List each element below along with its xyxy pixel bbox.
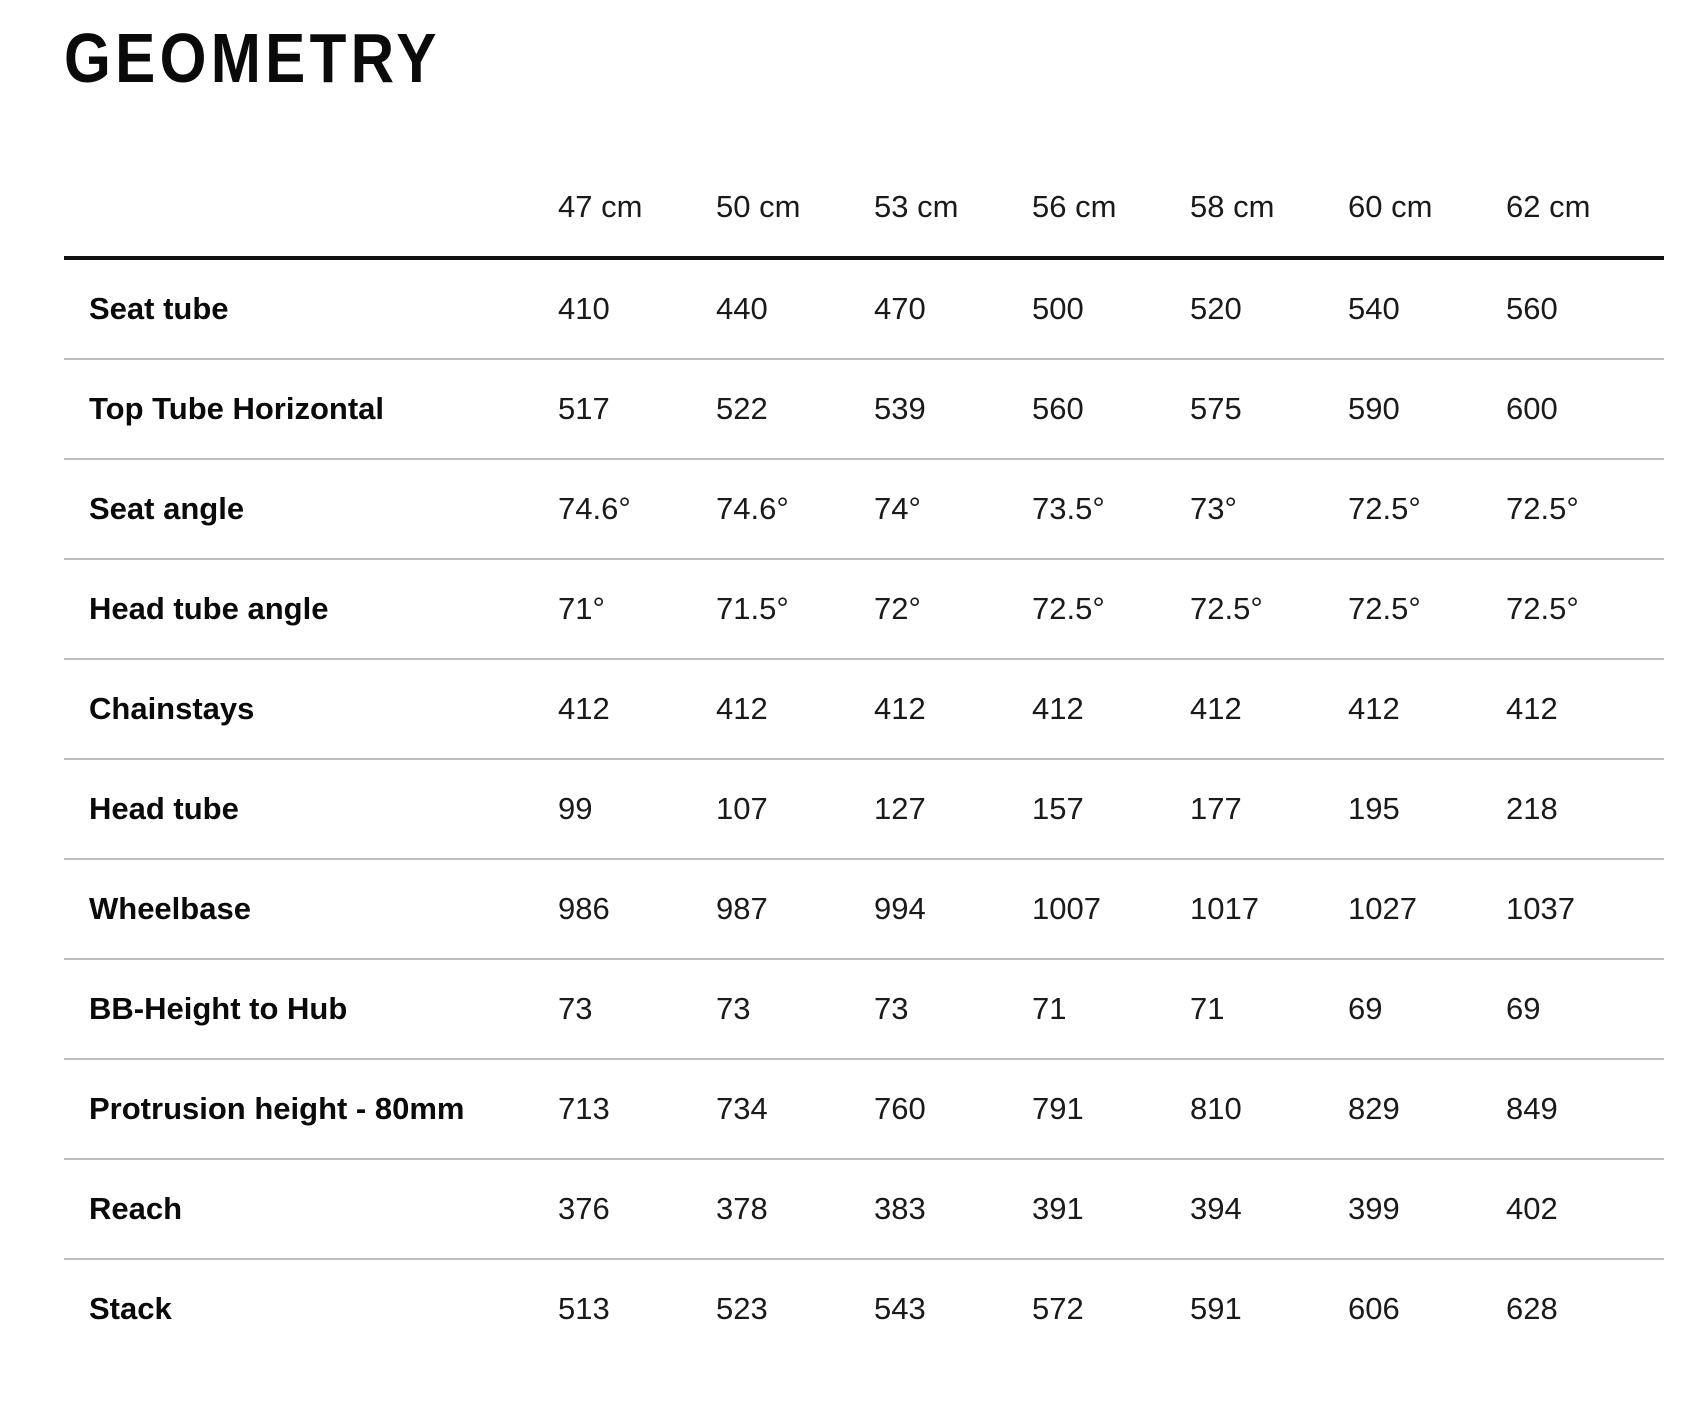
table-cell: 829: [1348, 1059, 1506, 1159]
table-cell: 72.5°: [1506, 459, 1664, 559]
header-corner-cell: [64, 158, 558, 258]
table-cell: 517: [558, 359, 716, 459]
table-cell: 734: [716, 1059, 874, 1159]
table-cell: 628: [1506, 1291, 1558, 1326]
size-header: 62 cm: [1506, 158, 1664, 258]
table-cell: 539: [874, 359, 1032, 459]
table-row: [64, 559, 1664, 659]
row-label: Head tube angle: [64, 559, 558, 659]
table-cell: 73°: [1190, 459, 1348, 559]
header-row: [64, 158, 1664, 258]
table-cell: 383: [874, 1159, 1032, 1259]
table-cell: 791: [1032, 1059, 1190, 1159]
table-cell: 500: [1032, 258, 1190, 359]
geometry-table: [64, 158, 1664, 1358]
table-cell: 71: [1032, 959, 1190, 1059]
table-header: [64, 158, 1664, 258]
table-cell: 600: [1506, 359, 1664, 459]
table-cell: 391: [1032, 1159, 1190, 1259]
table-cell: 376: [558, 1159, 716, 1259]
row-label: Top Tube Horizontal: [64, 359, 558, 459]
table-cell: 560: [1506, 258, 1664, 359]
table-body: [64, 258, 1664, 1358]
table-cell: 572: [1032, 1291, 1084, 1326]
table-cell: 412: [716, 659, 874, 759]
table-cell: 470: [874, 258, 1032, 359]
table-cell: 412: [1032, 659, 1190, 759]
table-row: [64, 1159, 1664, 1259]
size-header: 50 cm: [716, 158, 874, 258]
table-cell: 72.5°: [1032, 559, 1190, 659]
table-cell: 713: [558, 1059, 716, 1159]
table-cell: 177: [1190, 759, 1348, 859]
table-cell: 71: [1190, 959, 1348, 1059]
table-cell: 99: [558, 759, 716, 859]
table-cell: 994: [874, 859, 1032, 959]
table-cell: 1007: [1032, 859, 1190, 959]
table-cell: 560: [1032, 359, 1190, 459]
table-row: [64, 359, 1664, 459]
table-cell: 73: [874, 959, 1032, 1059]
table-cell: 575: [1190, 359, 1348, 459]
table-cell: 72.5°: [1348, 459, 1506, 559]
table-cell: 69: [1506, 959, 1664, 1059]
row-label: Head tube: [64, 759, 558, 859]
row-label: BB-Height to Hub: [64, 959, 558, 1059]
size-header: 56 cm: [1032, 158, 1190, 258]
table-row: [64, 959, 1664, 1059]
size-header: 58 cm: [1190, 158, 1348, 258]
table-cell: 72.5°: [1506, 559, 1664, 659]
table-cell: 74.6°: [716, 459, 874, 559]
table-cell: 412: [1190, 659, 1348, 759]
table-cell: 513: [558, 1291, 610, 1326]
table-cell: 540: [1348, 258, 1506, 359]
table-cell: 72.5°: [1190, 559, 1348, 659]
row-label: Protrusion height - 80mm: [64, 1059, 558, 1159]
table-cell: 520: [1190, 258, 1348, 359]
table-cell: 987: [716, 859, 874, 959]
table-cell: 72°: [874, 559, 1032, 659]
table-cell: 73.5°: [1032, 459, 1190, 559]
table-cell: 218: [1506, 759, 1664, 859]
table-cell: 71°: [558, 559, 716, 659]
table-cell: 157: [1032, 759, 1190, 859]
table-cell: 412: [1506, 659, 1664, 759]
table-cell: 73: [558, 959, 716, 1059]
table-cell: 606: [1348, 1291, 1400, 1326]
table-cell: 412: [1348, 659, 1506, 759]
table-cell: 399: [1348, 1159, 1506, 1259]
size-header: 53 cm: [874, 158, 1032, 258]
size-header: 47 cm: [558, 158, 716, 258]
row-label: Stack: [89, 1291, 172, 1326]
table-row: [64, 1259, 1664, 1358]
table-cell: 72.5°: [1348, 559, 1506, 659]
table-cell: 590: [1348, 359, 1506, 459]
table-cell: 74°: [874, 459, 1032, 559]
table-row: [64, 459, 1664, 559]
table-cell: 378: [716, 1159, 874, 1259]
row-label: Chainstays: [64, 659, 558, 759]
table-cell: 810: [1190, 1059, 1348, 1159]
table-cell: 412: [874, 659, 1032, 759]
table-cell: 522: [716, 359, 874, 459]
table-cell: 986: [558, 859, 716, 959]
table-cell: 71.5°: [716, 559, 874, 659]
table-cell: 849: [1506, 1059, 1664, 1159]
table-cell: 543: [874, 1291, 926, 1326]
table-row: [64, 759, 1664, 859]
table-cell: 1017: [1190, 859, 1348, 959]
table-cell: 410: [558, 258, 716, 359]
table-cell: 74.6°: [558, 459, 716, 559]
table-cell: 412: [558, 659, 716, 759]
table-cell: 195: [1348, 759, 1506, 859]
size-header: 60 cm: [1348, 158, 1506, 258]
table-cell: 591: [1190, 1291, 1242, 1326]
table-cell: 107: [716, 759, 874, 859]
table-row: [64, 258, 1664, 359]
table-cell: 402: [1506, 1159, 1664, 1259]
row-label: Reach: [64, 1159, 558, 1259]
table-cell: 394: [1190, 1159, 1348, 1259]
table-cell: 69: [1348, 959, 1506, 1059]
table-cell: 73: [716, 959, 874, 1059]
table-row: [64, 859, 1664, 959]
table-cell: 760: [874, 1059, 1032, 1159]
row-label: Seat tube: [64, 258, 558, 359]
page-title: GEOMETRY: [64, 19, 441, 97]
row-label: Wheelbase: [64, 859, 558, 959]
table-cell: 440: [716, 258, 874, 359]
table-cell: 1027: [1348, 859, 1506, 959]
table-cell: 1037: [1506, 859, 1664, 959]
table-row: [64, 659, 1664, 759]
table-cell: 523: [716, 1291, 768, 1326]
row-label: Seat angle: [64, 459, 558, 559]
table-row: [64, 1059, 1664, 1159]
table-cell: 127: [874, 759, 1032, 859]
